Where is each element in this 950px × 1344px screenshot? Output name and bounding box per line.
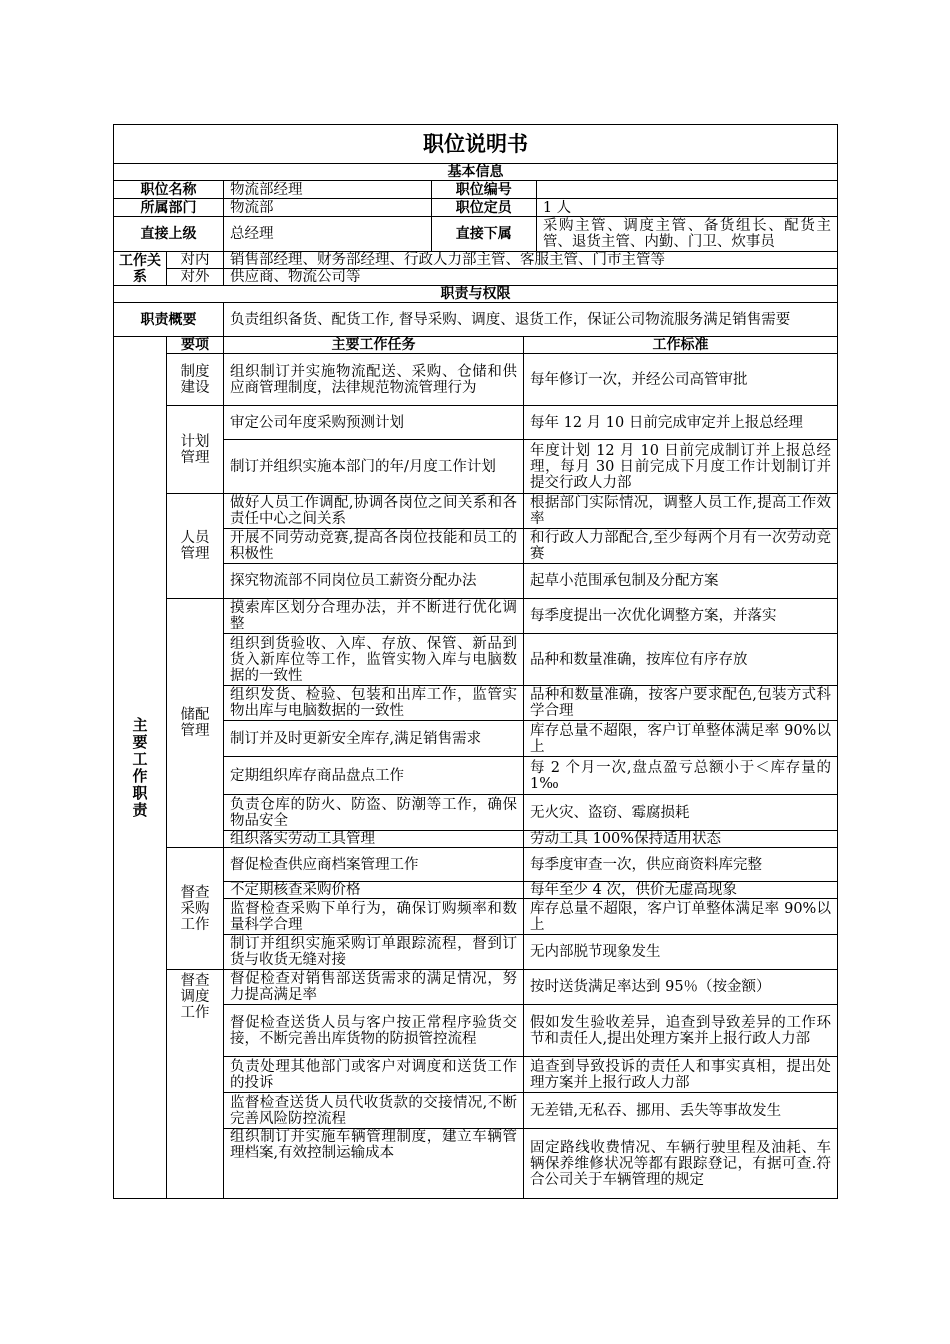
duty-task: 组织到货验收、入库、存放、保管、新品到货入新库位等工作，监管实物入库与电脑数据的一致性	[224, 634, 524, 686]
duty-standard: 追查到导致投诉的责任人和事实真相，提出处理方案并上报行政人力部	[524, 1057, 838, 1093]
duty-standard: 年度计划 12 月 10 日前完成制订并上报总经理，每月 30 日前完成下月度工作计划制订并提交行政人力部	[524, 440, 838, 494]
duty-standard: 起草小范围承包制及分配方案	[524, 564, 838, 599]
direct-subordinates-label: 直接下属	[431, 217, 536, 251]
duty-task: 组织制订并实施物流配送、采购、仓储和供应商管理制度，法律规范物流管理行为	[224, 354, 524, 406]
duty-task: 监督检查送货人员代收货款的交接情况,不断完善风险防控流程	[224, 1093, 524, 1129]
external-label: 对外	[167, 269, 224, 286]
duty-task: 开展不同劳动竞赛,提高各岗位技能和员工的积极性	[224, 529, 524, 564]
work-relation-label: 工作关系	[114, 252, 167, 286]
department-label: 所属部门	[114, 199, 224, 217]
duty-task: 监督检查采购下单行为，确保订购频率和数量科学合理	[224, 899, 524, 935]
duty-standard: 库存总量不超限，客户订单整体满足率 90%以上	[524, 899, 838, 935]
duty-summary-label: 职责概要	[114, 303, 224, 337]
duty-task: 制订并及时更新安全库存,满足销售需求	[224, 721, 524, 757]
column-header-standard: 工作标准	[524, 337, 838, 354]
internal-value: 销售部经理、财务部经理、行政人力部主管、客服主管、门市主管等	[224, 252, 838, 269]
duty-task: 做好人员工作调配,协调各岗位之间关系和各责任中心之间关系	[224, 494, 524, 529]
duty-standard: 劳动工具 100%保持适用状态	[524, 831, 838, 848]
direct-subordinates-value: 采购主管、调度主管、备货组长、配货主管、退货主管、内勤、门卫、炊事员	[542, 218, 831, 250]
duty-task: 负责仓库的防火、防盗、防潮等工作，确保物品安全	[224, 795, 524, 831]
department-row	[224, 199, 838, 217]
duty-task: 督促检查送货人员与客户按正常程序验货交接，不断完善出库货物的防损管控流程	[224, 1005, 524, 1057]
column-header-item: 要项	[167, 337, 224, 354]
duty-task: 组织发货、检验、包装和出库工作，监管实物出库与电脑数据的一致性	[224, 686, 524, 721]
job-description-document	[113, 124, 837, 1199]
duty-task: 不定期核查采购价格	[224, 882, 524, 899]
document-title: 职位说明书	[114, 125, 838, 164]
duty-standard: 和行政人力部配合,至少每两个月有一次劳动竞赛	[524, 529, 838, 564]
duty-task: 督促检查供应商档案管理工作	[224, 848, 524, 882]
position-name-label: 职位名称	[114, 181, 224, 199]
internal-label: 对内	[167, 252, 224, 269]
staff-quota-label: 职位定员	[431, 199, 536, 216]
duty-task: 摸索库区划分合理办法，并不断进行优化调整	[224, 599, 524, 634]
duty-standard: 每季度审查一次，供应商资料库完整	[524, 848, 838, 882]
duty-group-name: 储配管理	[167, 599, 224, 848]
position-code-label: 职位编号	[431, 181, 536, 198]
duty-standard: 品种和数量准确，按客户要求配色,包装方式科学合理	[524, 686, 838, 721]
duty-task: 探究物流部不同岗位员工薪资分配办法	[224, 564, 524, 599]
duty-group-name: 人员管理	[167, 494, 224, 599]
duty-task: 组织制订并实施车辆管理制度，建立车辆管理档案,有效控制运输成本	[224, 1129, 524, 1199]
duty-group-name: 督查采购工作	[167, 848, 224, 970]
external-value: 供应商、物流公司等	[224, 269, 838, 286]
duty-standard: 每年修订一次，并经公司高管审批	[524, 354, 838, 406]
job-description-table	[113, 124, 838, 1199]
superior-row	[224, 217, 838, 252]
position-name-row	[224, 181, 838, 199]
duty-task: 制订并组织实施本部门的年/月度工作计划	[224, 440, 524, 494]
department-value: 物流部	[224, 199, 431, 216]
main-duties-label: 主要工作职责	[114, 337, 167, 1199]
duty-standard: 品种和数量准确，按库位有序存放	[524, 634, 838, 686]
duty-summary-value: 负责组织备货、配货工作, 督导采购、调度、退货工作，保证公司物流服务满足销售需要	[224, 303, 838, 337]
duty-group-name: 制度建设	[167, 354, 224, 406]
duty-group-name: 督查调度工作	[167, 970, 224, 1199]
section-basic-info: 基本信息	[114, 164, 838, 181]
inline-row	[224, 181, 837, 198]
duty-task: 定期组织库存商品盘点工作	[224, 757, 524, 795]
duty-standard: 无差错,无私吞、挪用、丢失等事故发生	[524, 1093, 838, 1129]
section-duties: 职责与权限	[114, 286, 838, 303]
duty-standard: 无内部脱节现象发生	[524, 935, 838, 970]
duty-group-name: 计划管理	[167, 406, 224, 494]
column-header-task: 主要工作任务	[224, 337, 524, 354]
inline-row	[224, 199, 837, 216]
duty-standard: 按时送货满足率达到 95％（按金额）	[524, 970, 838, 1005]
duty-standard: 库存总量不超限，客户订单整体满足率 90%以上	[524, 721, 838, 757]
direct-superior-value: 总经理	[224, 217, 431, 251]
duty-standard: 根据部门实际情况，调整人员工作,提高工作效率	[524, 494, 838, 529]
duty-standard: 每年 12 月 10 日前完成审定并上报总经理	[524, 406, 838, 440]
duty-standard: 假如发生验收差异，追查到导致差异的工作环节和责任人,提出处理方案并上报行政人力部	[524, 1005, 838, 1057]
duty-task: 审定公司年度采购预测计划	[224, 406, 524, 440]
duty-standard: 每季度提出一次优化调整方案，并落实	[524, 599, 838, 634]
duty-standard: 每 2 个月一次,盘点盈亏总额小于＜库存量的 1‰	[524, 757, 838, 795]
duty-task: 组织落实劳动工具管理	[224, 831, 524, 848]
duty-task: 负责处理其他部门或客户对调度和送货工作的投诉	[224, 1057, 524, 1093]
inline-row	[224, 217, 837, 251]
position-name-value: 物流部经理	[224, 181, 431, 198]
direct-superior-label: 直接上级	[114, 217, 224, 252]
duty-task: 督促检查对销售部送货需求的满足情况，努力提高满足率	[224, 970, 524, 1005]
duty-standard: 每年至少 4 次，供价无虚高现象	[524, 882, 838, 899]
staff-quota-value: 1 人	[542, 199, 572, 216]
position-code-value	[536, 181, 837, 198]
duty-standard: 固定路线收费情况、车辆行驶里程及油耗、车辆保养维修状况等都有跟踪登记，有据可查.符合公司关于车辆管理的规定	[524, 1129, 838, 1199]
duty-standard: 无火灾、盗窃、霉腐损耗	[524, 795, 838, 831]
duty-task: 制订并组织实施采购订单跟踪流程，督到订货与收货无缝对接	[224, 935, 524, 970]
